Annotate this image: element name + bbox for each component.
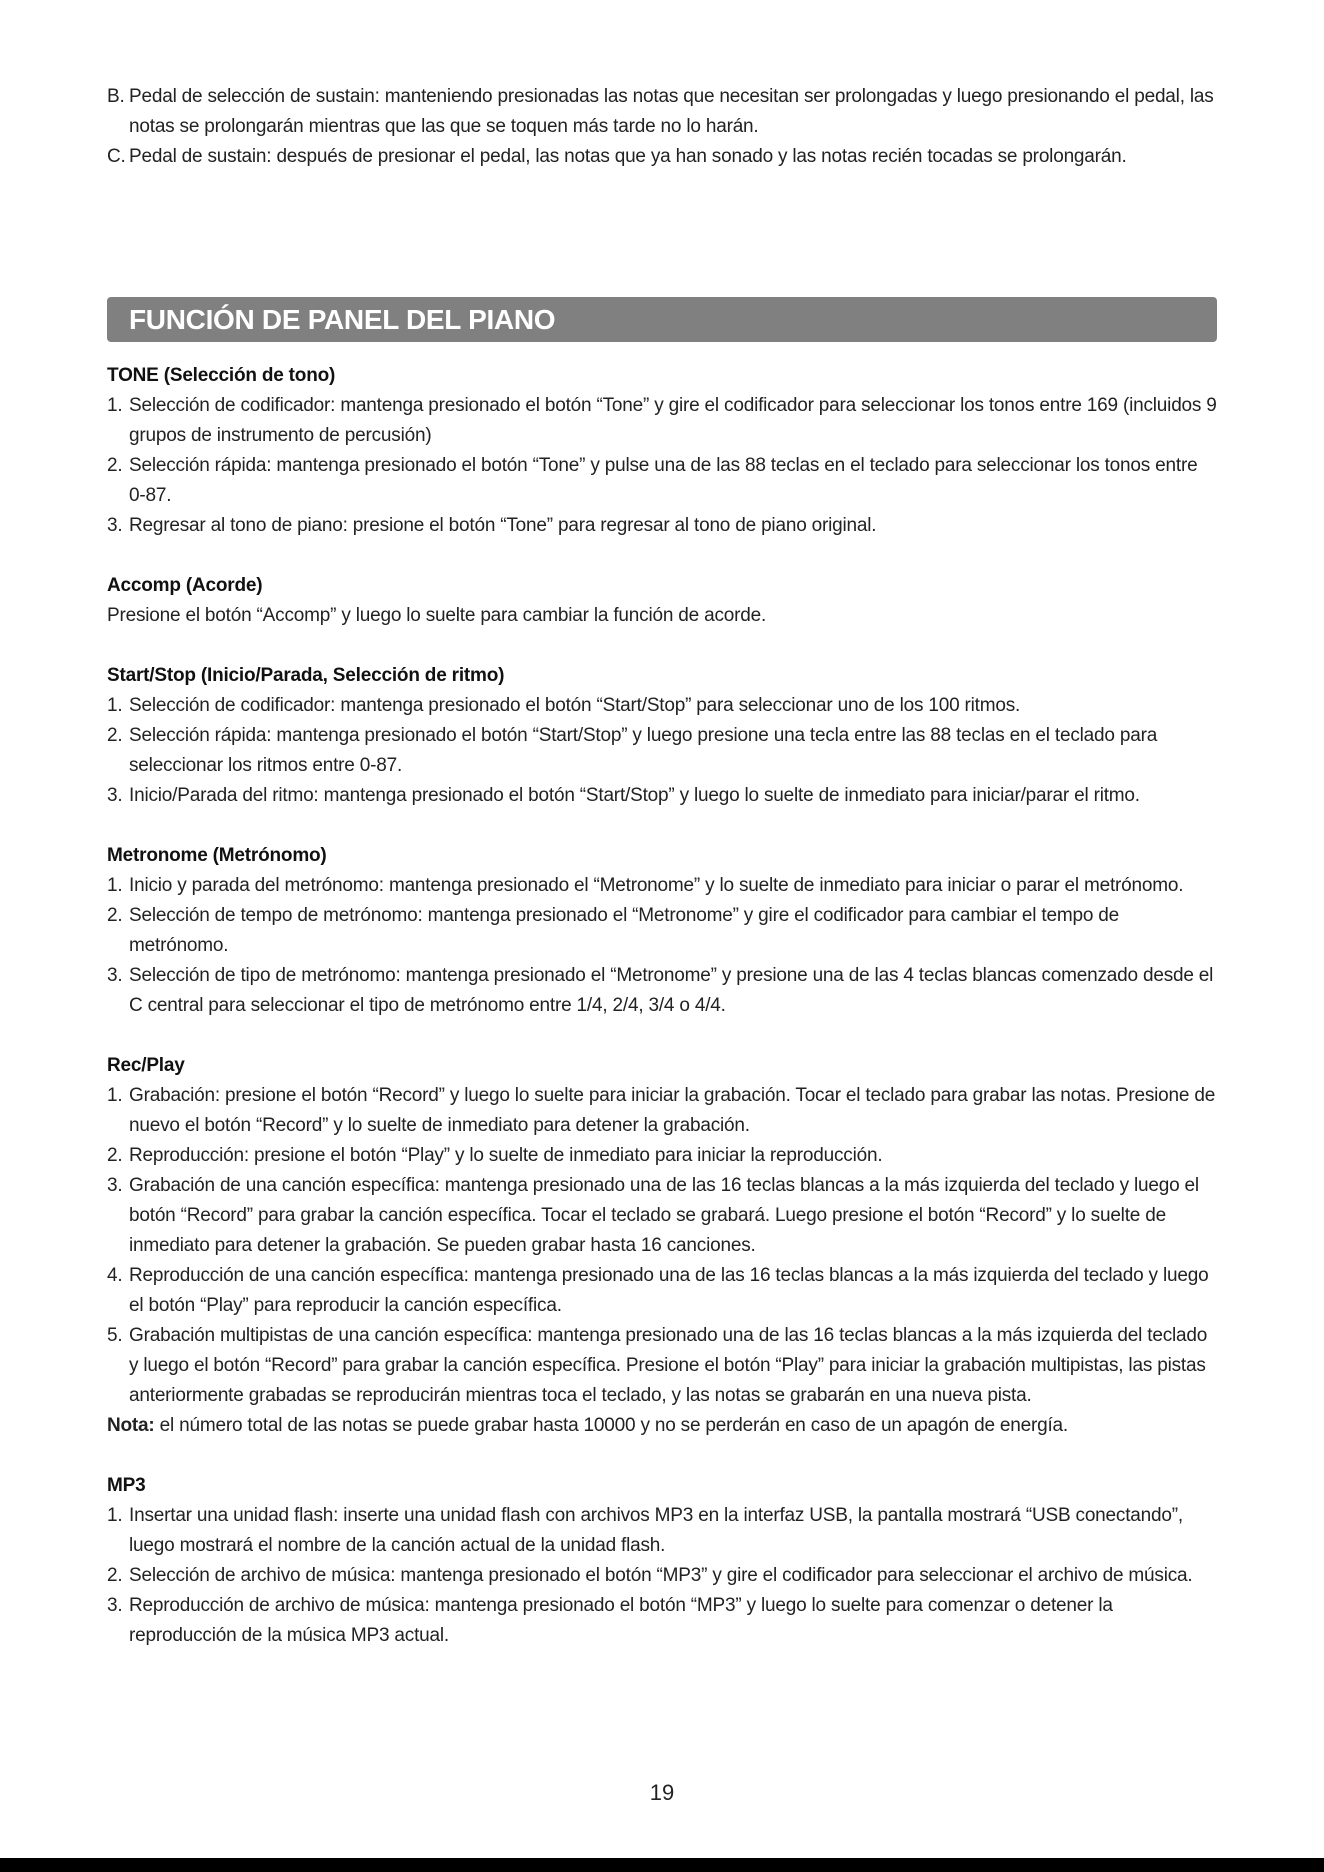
list-marker: 2. — [107, 1565, 123, 1586]
section-accomp — [107, 571, 1219, 631]
list-item — [107, 1591, 1219, 1651]
list-item — [107, 451, 1219, 511]
section-paragraph: Presione el botón “Accomp” y luego lo suelte para cambiar la función de acorde. — [107, 605, 767, 626]
list-marker: 1. — [107, 695, 123, 716]
list-item-text: Pedal de selección de sustain: manteniendo presionadas las notas que necesitan ser prolongadas y luego presionando el pedal, las notas se prolongarán mientras que las que se toquen más tarde no lo harán. — [129, 86, 1214, 137]
list-item — [107, 1081, 1219, 1141]
list-item-text: Inicio/Parada del ritmo: mantenga presionado el botón “Start/Stop” y luego lo suelte de inmediato para iniciar/parar el ritmo. — [129, 785, 1140, 806]
list-marker: 1. — [107, 1085, 123, 1106]
list-marker: 2. — [107, 455, 123, 476]
list-marker: 3. — [107, 965, 123, 986]
list-item — [107, 961, 1219, 1021]
banner-title: FUNCIÓN DE PANEL DEL PIANO — [129, 304, 556, 335]
page-number: 19 — [649, 1780, 675, 1805]
list-item — [107, 1141, 1219, 1171]
intro-list — [107, 82, 1219, 172]
section-title: TONE (Selección de tono) — [107, 365, 336, 386]
section-title: Start/Stop (Inicio/Parada, Selección de ritmo) — [107, 665, 505, 686]
list-item — [107, 511, 1219, 541]
list-item — [107, 1321, 1219, 1411]
list-marker: C. — [107, 146, 126, 167]
list-item — [107, 1501, 1219, 1561]
list-item-text: Selección de tipo de metrónomo: mantenga presionado el “Metronome” y presione una de las 4 teclas blancas comenzado desde el C central para seleccionar el tipo de metrónomo entre 1/4, 2/4, 3/4 o 4/4. — [129, 965, 1214, 1016]
list-item-text: Selección de codificador: mantenga presionado el botón “Tone” y gire el codificador para seleccionar los tonos entre 169 (incluidos 9 grupos de instrumento de percusión) — [129, 395, 1217, 446]
note-label: Nota: — [107, 1415, 155, 1436]
list-item — [107, 142, 1219, 172]
list-marker: 4. — [107, 1265, 123, 1286]
list-marker: 1. — [107, 1505, 123, 1526]
list-item — [107, 82, 1219, 142]
list-item-text: Selección de codificador: mantenga presionado el botón “Start/Stop” para seleccionar uno de los 100 ritmos. — [129, 695, 1021, 716]
section-title: MP3 — [107, 1475, 146, 1496]
note — [107, 1411, 1219, 1441]
section-mp3 — [107, 1471, 1219, 1651]
section-title: Rec/Play — [107, 1055, 185, 1076]
list-item — [107, 781, 1219, 811]
list-item-text: Selección rápida: mantenga presionado el botón “Start/Stop” y luego presione una tecla entre las 88 teclas en el teclado para seleccionar los ritmos entre 0-87. — [129, 725, 1158, 776]
panel-functions — [107, 361, 1219, 1681]
note-text: el número total de las notas se puede grabar hasta 10000 y no se perderán en caso de un apagón de energía. — [154, 1415, 1069, 1436]
list-item-text: Reproducción de archivo de música: mantenga presionado el botón “MP3” y luego lo suelte para comenzar o detener la reproducción de la música MP3 actual. — [129, 1595, 1113, 1646]
list-item-text: Reproducción de una canción específica: mantenga presionado una de las 16 teclas blancas a la más izquierda del teclado y luego el botón “Play” para reproducir la canción específica. — [129, 1265, 1209, 1316]
list-item — [107, 721, 1219, 781]
section-start-stop — [107, 661, 1219, 811]
list-marker: 3. — [107, 1175, 123, 1196]
section-title: Metronome (Metrónomo) — [107, 845, 327, 866]
list-item-text: Selección de archivo de música: mantenga presionado el botón “MP3” y gire el codificador para seleccionar el archivo de música. — [129, 1565, 1193, 1586]
list-item-text: Selección de tempo de metrónomo: mantenga presionado el “Metronome” y gire el codificador para cambiar el tempo de metrónomo. — [129, 905, 1120, 956]
list-marker: 3. — [107, 785, 123, 806]
list-marker: 3. — [107, 515, 123, 536]
section-title: Accomp (Acorde) — [107, 575, 263, 596]
list-item-text: Grabación de una canción específica: mantenga presionado una de las 16 teclas blancas a la más izquierda del teclado y luego el botón “Record” para grabar la canción específica. Tocar el teclado se grabará. Luego presione el botón “Record” y lo suelte de inmediato para detener la grabación. Se pueden grabar hasta 16 canciones. — [129, 1175, 1199, 1256]
list-item-text: Pedal de sustain: después de presionar el pedal, las notas que ya han sonado y las notas recién tocadas se prolongarán. — [129, 146, 1127, 167]
list-item-text: Reproducción: presione el botón “Play” y lo suelte de inmediato para iniciar la reproducción. — [129, 1145, 883, 1166]
list-item — [107, 1171, 1219, 1261]
list-marker: 2. — [107, 905, 123, 926]
section-banner — [107, 297, 1217, 342]
list-item — [107, 901, 1219, 961]
list-marker: 3. — [107, 1595, 123, 1616]
list-item-text: Regresar al tono de piano: presione el botón “Tone” para regresar al tono de piano original. — [129, 515, 877, 536]
list-marker: B. — [107, 86, 125, 107]
list-marker: 2. — [107, 1145, 123, 1166]
list-item — [107, 871, 1219, 901]
list-marker: 1. — [107, 875, 123, 896]
list-item-text: Grabación: presione el botón “Record” y luego lo suelte para iniciar la grabación. Tocar el teclado para grabar las notas. Presione de nuevo el botón “Record” y lo suelte de inmediato para detener la grabación. — [129, 1085, 1216, 1136]
list-item — [107, 1261, 1219, 1321]
list-item-text: Insertar una unidad flash: inserte una unidad flash con archivos MP3 en la interfaz USB, la pantalla mostrará “USB conectando”, luego mostrará el nombre de la canción actual de la unidad flash. — [129, 1505, 1183, 1556]
section-metronome — [107, 841, 1219, 1021]
list-item — [107, 691, 1219, 721]
list-marker: 1. — [107, 395, 123, 416]
list-marker: 5. — [107, 1325, 123, 1346]
list-item — [107, 391, 1219, 451]
list-item-text: Grabación multipistas de una canción específica: mantenga presionado una de las 16 teclas blancas a la más izquierda del teclado y luego el botón “Record” para grabar la canción específica. Presione el botón “Play” para iniciar la grabación multipistas, las pistas anteriormente grabadas se reproducirán mientras toca el teclado, y las notas se grabarán en una nueva pista. — [129, 1325, 1208, 1406]
bottom-edge-bar — [0, 1858, 1324, 1872]
list-item-text: Selección rápida: mantenga presionado el botón “Tone” y pulse una de las 88 teclas en el teclado para seleccionar los tonos entre 0-87. — [129, 455, 1198, 506]
section-tone — [107, 361, 1219, 541]
list-item — [107, 1561, 1219, 1591]
list-marker: 2. — [107, 725, 123, 746]
list-item-text: Inicio y parada del metrónomo: mantenga presionado el “Metronome” y lo suelte de inmediato para iniciar o parar el metrónomo. — [129, 875, 1184, 896]
section-rec-play — [107, 1051, 1219, 1441]
